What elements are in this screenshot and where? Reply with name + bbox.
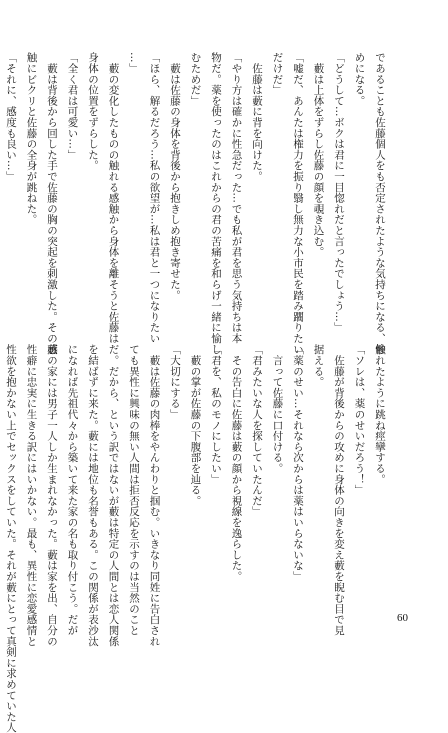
text-line: 佐藤は藪に背を向けた。 <box>251 52 263 182</box>
lower-text-block <box>5 344 390 733</box>
text-line: 性癖に忠実に生きる訳にはいかない。最も、異性に恋愛感情と <box>25 344 38 647</box>
text-line: 据える。 <box>312 344 325 388</box>
text-line: を結ばずに来た。藪には地位も名誉もある。この関係が表沙汰 <box>87 344 99 647</box>
text-line: 「薬のせい…それなら次からは薬はいらないな」 <box>292 344 304 582</box>
text-line: 「君みたいな人を探していたんだ」 <box>251 344 263 517</box>
text-line: だ。だから、という訳ではないが藪は特定の人間とは恋人関係 <box>107 344 120 647</box>
text-line: 言って佐藤に口付ける。 <box>271 344 284 474</box>
text-line: 藪は佐藤の身体を背後から抱きしめ抱き寄せた。 <box>169 52 181 301</box>
text-line: であることも佐藤個人をも否定されたような気持ちになる、惨 <box>374 52 386 355</box>
text-line: 「君を、私のモノにしたい」 <box>210 344 222 485</box>
text-line: …」 <box>128 52 140 74</box>
text-line: になれば先祖代々から築いて来た家の名も取り付こう。だが <box>66 344 79 636</box>
text-line: だけだ」 <box>271 52 284 96</box>
text-line: 触れたように跳ね痙攣する。 <box>374 344 386 485</box>
text-line: 「大切にする」 <box>169 344 181 420</box>
text-line <box>0 52 1 314</box>
text-line: 身体の位置をずらした。 <box>87 52 99 171</box>
text-line: 藪は佐藤の肉棒をやんわりと掴む。いきなり同姓に告白され <box>148 344 161 647</box>
text-line <box>0 344 1 612</box>
text-line: 佐藤が背後からの攻めに身体の向きを変え藪を睨む目で見 <box>333 344 345 636</box>
text-line: 「それに、感度も良い…」 <box>5 52 17 182</box>
upper-text-block <box>5 52 390 355</box>
text-line: 藪の家には男子一人しか生まれなかった。藪は家を出、自分の <box>46 344 58 647</box>
page-number: 60 <box>397 612 408 624</box>
text-line: 「全く君は可愛い…」 <box>66 52 79 160</box>
text-line: 性欲を抱かない上でセックスをしていた。それが藪にとって真剣に求めていた人 <box>5 344 17 733</box>
text-line: 物だ。薬を使ったのはこれからの君の苦痛を和らげ一緒に愉し <box>210 52 222 355</box>
text-line: めになる。 <box>353 52 366 106</box>
text-line: 「ほら、解るだろう…私の欲望が…私は君と一つになりたい <box>148 52 161 344</box>
text-line: 「どうして…ボクは君に一目惚れだと言ったでしょう…」 <box>333 52 345 333</box>
text-line: 「嘘だ、あんたは権力を振り翳し無力な小市民を踏み躙りたい <box>292 52 304 355</box>
text-line: 「ソレは、薬のせいだろう！」 <box>353 344 366 496</box>
text-line: 藪は背後から回した手で佐藤の胸の突起を刺激した。その感 <box>46 52 58 355</box>
text-line: ても異性に興味の無い人間は拒否反応を示すのは当然のこと <box>128 344 140 636</box>
text-line: むためだ」 <box>189 52 202 106</box>
text-line: 触にビクリと佐藤の全身が跳ねた。 <box>25 52 38 225</box>
text-line: その告白に佐藤は藪の顔から視線を逸らした。 <box>230 344 243 582</box>
text-line: 藪の変化したものの触れる感触から身体を離そうと佐藤は <box>107 52 120 344</box>
text-line: 「やり方は確かに性急だった…でも私が君を思う気持ちは本 <box>230 52 243 344</box>
text-line: 藪は上体をずらし佐藤の顔を覗き込む。 <box>312 52 325 258</box>
text-line: 藪の掌が佐藤の下腹部を辿る。 <box>189 344 202 506</box>
